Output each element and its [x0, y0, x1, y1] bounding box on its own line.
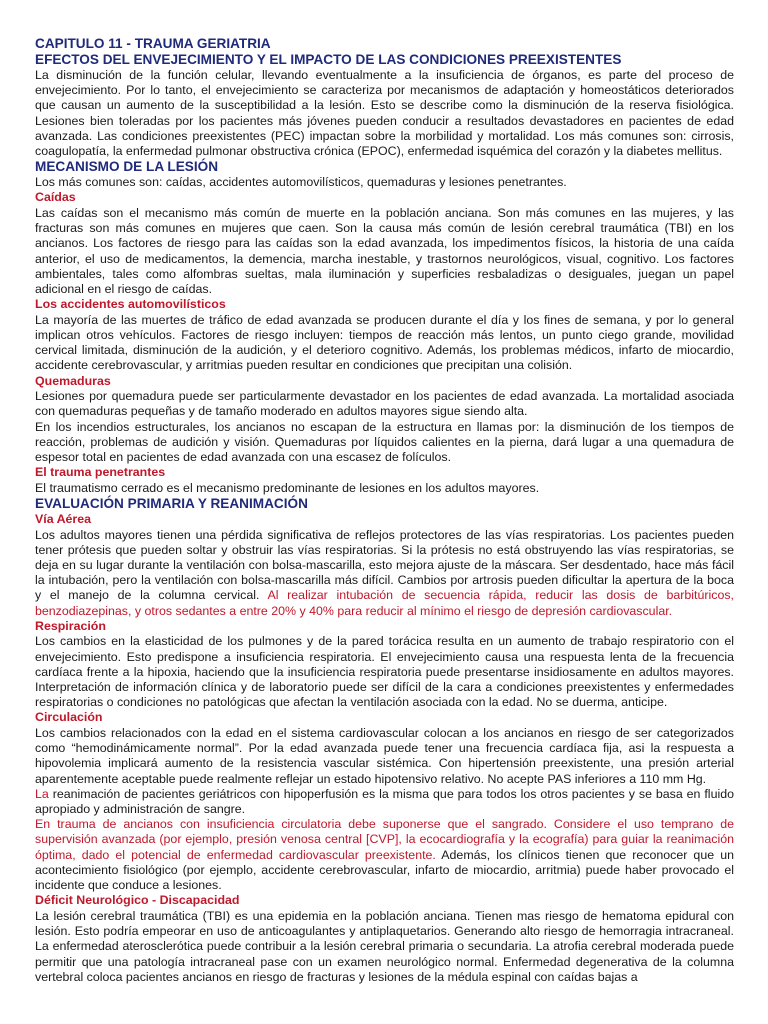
heading-circulacion: Circulación [35, 710, 103, 725]
paragraph-circulacion-3 [35, 817, 734, 893]
chapter-title: CAPITULO 11 - TRAUMA GERIATRIA [35, 36, 271, 51]
circulacion-3-text: Además, los clínicos tienen que reconocer que un acontecimiento fisiológico (por ejemplo, accidente cerebrovascular, infarto de miocardio, arritmia) puede haber provocado el incidente que conduce a lesiones. [35, 847, 734, 893]
paragraph-mecanismo-intro: Los más comunes son: caídas, accidentes automovilísticos, quemaduras y lesiones penetrantes. [35, 175, 567, 190]
heading-mecanismo: MECANISMO DE LA LESIÓN [35, 159, 219, 175]
paragraph-efectos: La disminución de la función celular, llevando eventualmente a la insuficiencia de órganos, es parte del proceso de envejecimiento. Por lo tanto, el envejecimiento se caracteriza por mecanismos de adaptación y homeostáticos deteriorados que causan un aumento de la susceptibilidad a la lesión. Esto se describe como la disminución de la reserva fisiológica. Lesiones bien toleradas por los pacientes más jóvenes pueden conducir a resultados devastadores en pacientes de edad avanzada. Las condiciones preexistentes (PEC) impactan sobre la morbilidad y mortalidad. Los más comunes son: cirrosis, coagulopatía, la enfermedad pulmonar obstructiva crónica (EPOC), enfermedad isquémica del corazón y la diabetes mellitus. [35, 68, 734, 159]
paragraph-via-aerea [35, 528, 734, 619]
heading-evaluacion: EVALUACIÓN PRIMARIA Y REANIMACIÓN [35, 496, 308, 512]
heading-deficit-neurologico: Déficit Neurológico - Discapacidad [35, 893, 240, 908]
paragraph-quemaduras-2: En los incendios estructurales, los ancianos no escapan de la estructura en llamas por: la disminución de los tiempos de reacción, problemas de audición y visión. Quemaduras por líquidos calientes en la pierna, dará lugar a una quemadura de espesor total en pacientes de edad avanzada con una escasez de folículos. [35, 419, 734, 465]
via-aerea-text: Los adultos mayores tienen una pérdida significativa de reflejos protectores de las vías respiratorias. Los pacientes pueden tener prótesis que pueden soltar y obstruir las vías respiratorias. Si la prótesis no está obstruyendo las vías respiratorias, se deja en su lugar durante la ventilación con bolsa-mascarilla, esto mejora ajuste de la máscara. Ser desdentado, hace más fácil la intubación, pero la ventilación con bolsa-mascarilla más difícil. Cambios por artrosis pueden dificultar la apertura de la boca y el manejo de la columna cervical. [35, 527, 734, 603]
heading-efectos: EFECTOS DEL ENVEJECIMIENTO Y EL IMPACTO DE LAS CONDICIONES PREEXISTENTES [35, 52, 622, 67]
heading-caidas: Caídas [35, 190, 76, 205]
heading-accidentes: Los accidentes automovilísticos [35, 297, 226, 312]
paragraph-circulacion-1: Los cambios relacionados con la edad en el sistema cardiovascular colocan a los ancianos en riesgo de ser categorizados como “hemodinámicamente normal”. Por la edad avanzada puede tener una frecuencia cardíaca fija, asi la respuesta a hipovolemia implicará aumento de la resistencia vascular sistémica. Con hipertensión preexistente, una presión arterial aparentemente aceptable puede realmente reflejar un estado hipotensivo relativo. No acepte PAS inferiores a 110 mm Hg. [35, 726, 734, 786]
circulacion-2-text: reanimación de pacientes geriátricos con hipoperfusión es la misma que para todos los otros pacientes y se basa en fluido apropiado y administración de sangre. [35, 786, 734, 817]
paragraph-quemaduras-1: Lesiones por quemadura puede ser particularmente devastador en los pacientes de edad avanzada. La mortalidad asociada con quemaduras pequeñas y de tamaño moderado en adultos mayores sigue siendo alta. [35, 389, 734, 419]
via-aerea-highlight: Al realizar intubación de secuencia rápida, reducir las dosis de barbitúricos, benzodiazepinas, y otros sedantes a entre 20% y 40% para reducir al mínimo el riesgo de depresión cardiovascular. [35, 588, 734, 618]
paragraph-deficit-neurologico: La lesión cerebral traumática (TBI) es una epidemia en la población anciana. Tienen mas riesgo de hematoma epidural con lesión. Esto podría empeorar en uso de anticoagulantes y antiplaquetarios. Generando alto riesgo de hemorragia intracraneal. La enfermedad aterosclerótica puede contribuir a la lesión cerebral primaria o secundaria. La atrofia cerebral moderada puede permitir que una patología intracraneal pase con un examen neurológico normal. Enfermedad degenerativa de la columna vertebral coloca pacientes ancianos en riesgo de fracturas y lesiones de la médula espinal con caídas bajas a [35, 908, 734, 984]
circulacion-3-highlight: En trauma de ancianos con insuficiencia circulatoria debe suponerse que el sangrado. Considere el uso temprano de supervisión avanzada (por ejemplo, presión venosa central [CVP], la ecocardiografía y la ecografía) para guiar la reanimación óptima, dado el potencial de enfermedad cardiovascular preexistente. [35, 817, 734, 862]
heading-via-aerea: Vía Aérea [35, 512, 92, 527]
heading-respiracion: Respiración [35, 618, 106, 633]
heading-quemaduras: Quemaduras [35, 373, 111, 388]
circulacion-2-highlight: La [35, 786, 49, 801]
heading-penetrante: El trauma penetrantes [35, 465, 166, 480]
paragraph-caidas: Las caídas son el mecanismo más común de muerte en la población anciana. Son más comunes en las mujeres, y las fracturas son más comunes en mujeres que caen. Son la causa más común de lesión cerebral traumática (TBI) en los ancianos. Los factores de riesgo para las caídas son la edad avanzada, los impedimentos físicos, la historia de una caída anterior, el uso de medicamentos, la demencia, marcha inestable, y trastornos neurológicos, visual, cognitivo. Los factores ambientales, tales como alfombras sueltas, mala iluminación y superficies resbaladizas o desiguales, juegan un papel adicional en el riesgo de caídas. [35, 206, 734, 297]
paragraph-respiracion: Los cambios en la elasticidad de los pulmones y de la pared torácica resulta en un aumento de trabajo respiratorio con el envejecimiento. Esto predispone a insuficiencia respiratoria. El envejecimiento causa una respuesta lenta de la frecuencia cardíaca frente a la hipoxia, haciendo que la insuficiencia respiratoria puede presentarse insidiosamente en adultos mayores. Interpretación de información clínica y de laboratorio puede ser difícil de la cara a condiciones preexistentes y enfermedades respiratorias o condiciones no patológicas que afectan la ventilación asociada con la edad. No se duerma, anticipe. [35, 634, 734, 710]
paragraph-accidentes: La mayoría de las muertes de tráfico de edad avanzada se producen durante el día y los fines de semana, y por lo general implican otros vehículos. Factores de riesgo incluyen: tiempos de reacción más lentos, un punto ciego grande, movilidad cervical limitada, disminución de la audición, y el deterioro cognitivo. Además, los problemas médicos, infarto de miocardio, accidente cerebrovascular, y arritmias pueden resultar en condiciones que precipitan una colisión. [35, 312, 734, 373]
paragraph-penetrante: El traumatismo cerrado es el mecanismo predominante de lesiones en los adultos mayores. [35, 480, 540, 495]
paragraph-circulacion-2 [35, 787, 734, 817]
